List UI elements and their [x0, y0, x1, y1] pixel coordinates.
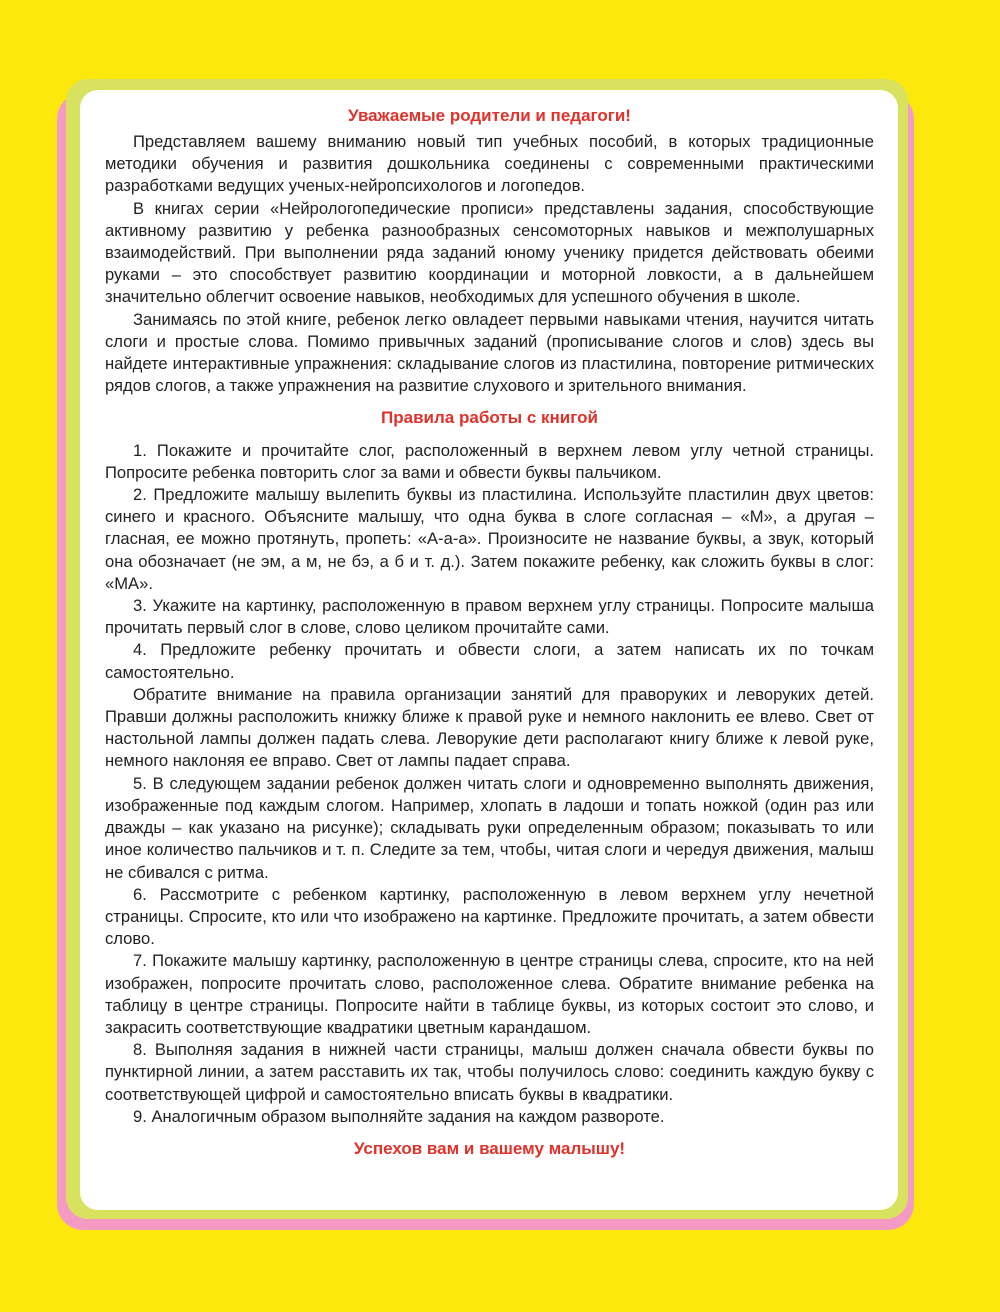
intro-paragraph: В книгах серии «Нейрологопедические прописи» представлены задания, способствующие активному развитию у ребенка разнообразных сенсомоторных навыков и межполушарных взаимодействий. При выполнении ряда заданий юному ученику придется действовать обеими руками – это способствует развитию координации и моторной ловкости, а в дальнейшем значительно облегчит освоение навыков, необходимых для успешного обучения в школе. [105, 198, 874, 307]
intro-heading: Уважаемые родители и педагоги! [348, 106, 631, 125]
rules-heading: Правила работы с книгой [381, 408, 598, 428]
rule-paragraph: 3. Укажите на картинку, расположенную в правом верхнем углу страницы. Попросите малыша прочитать первый слог в слове, слово целиком прочитайте сами. [105, 596, 874, 638]
rule-paragraph: 4. Предложите ребенку прочитать и обвести слоги, а затем написать их по точкам самостоятельно. [105, 640, 874, 682]
rule-paragraph: Обратите внимание на правила организации занятий для праворуких и леворуких детей. Правши должны расположить книжку ближе к правой руке и немного наклонить ее влево. Свет от настольной лампы должен падать слева. Леворукие дети располагают книгу ближе к левой руке, немного наклоняя ее вправо. Свет от лампы падает справа. [105, 684, 874, 771]
rule-paragraph: 8. Выполняя задания в нижней части страницы, малыш должен сначала обвести буквы по пунктирной линии, а затем расставить их так, чтобы получилось слово: соединить каждую букву с соответствующей цифрой и самостоятельно вписать буквы в квадратики. [105, 1040, 874, 1104]
intro-paragraph: Представляем вашему вниманию новый тип учебных пособий, в которых традиционные методики обучения и развития дошкольника соединены с современными практическими разработками ведущих ученых-нейропсихологов и логопедов. [105, 132, 874, 196]
rule-paragraph: 9. Аналогичным образом выполняйте задания на каждом развороте. [133, 1106, 665, 1126]
rule-paragraph: 6. Рассмотрите с ребенком картинку, расположенную в левом верхнем углу нечетной страницы. Спросите, кто или что изображено на картинке. Предложите прочитать, а затем обвести слово. [105, 884, 874, 949]
closing-heading: Успехов вам и вашему малышу! [353, 1138, 626, 1158]
intro-paragraph: Занимаясь по этой книге, ребенок легко овладеет первыми навыками чтения, научится читать слоги и простые слова. Помимо привычных заданий (прописывание слогов и слов) здесь вы найдете интерактивные упражнения: складывание слогов из пластилина, повторение ритмических рядов слогов, а также упражнения на развитие слухового и зрительного внимания. [105, 309, 874, 396]
rule-paragraph: 7. Покажите малышу картинку, расположенную в центре страницы слева, спросите, кто на ней изображен, попросите прочитать слово, расположенное слева. Обратите внимание ребенка на таблицу в центре страницы. Попросите найти в таблице буквы, из которых состоит это слово, и закрасить соответствующие квадратики цветным карандашом. [105, 951, 874, 1037]
page-content [105, 105, 874, 1160]
rule-paragraph: 1. Покажите и прочитайте слог, расположенный в верхнем левом углу четной страницы. Попросите ребенка повторить слог за вами и обвести буквы пальчиком. [105, 440, 874, 482]
rule-paragraph: 2. Предложите малышу вылепить буквы из пластилина. Используйте пластилин двух цветов: синего и красного. Объясните малышу, что одна буква в слоге согласная – «М», а другая – гласная, ее можно протянуть, пропеть: «А-а-а». Произносите не название буквы, а звук, который она обозначает (не эм, а м, не бэ, а б и т. д.). Затем покажите ребенку, как сложить буквы в слог: «МА». [105, 485, 874, 593]
rule-paragraph: 5. В следующем задании ребенок должен читать слоги и одновременно выполнять движения, изображенные под каждым слогом. Например, хлопать в ладоши и топать ножкой (один раз или дважды – как указано на рисунке); складывать руки определенным образом; показывать то или иное количество пальчиков и т. п. Следите за тем, чтобы, читая слоги и чередуя движения, малыш не сбивался с ритма. [105, 773, 874, 882]
